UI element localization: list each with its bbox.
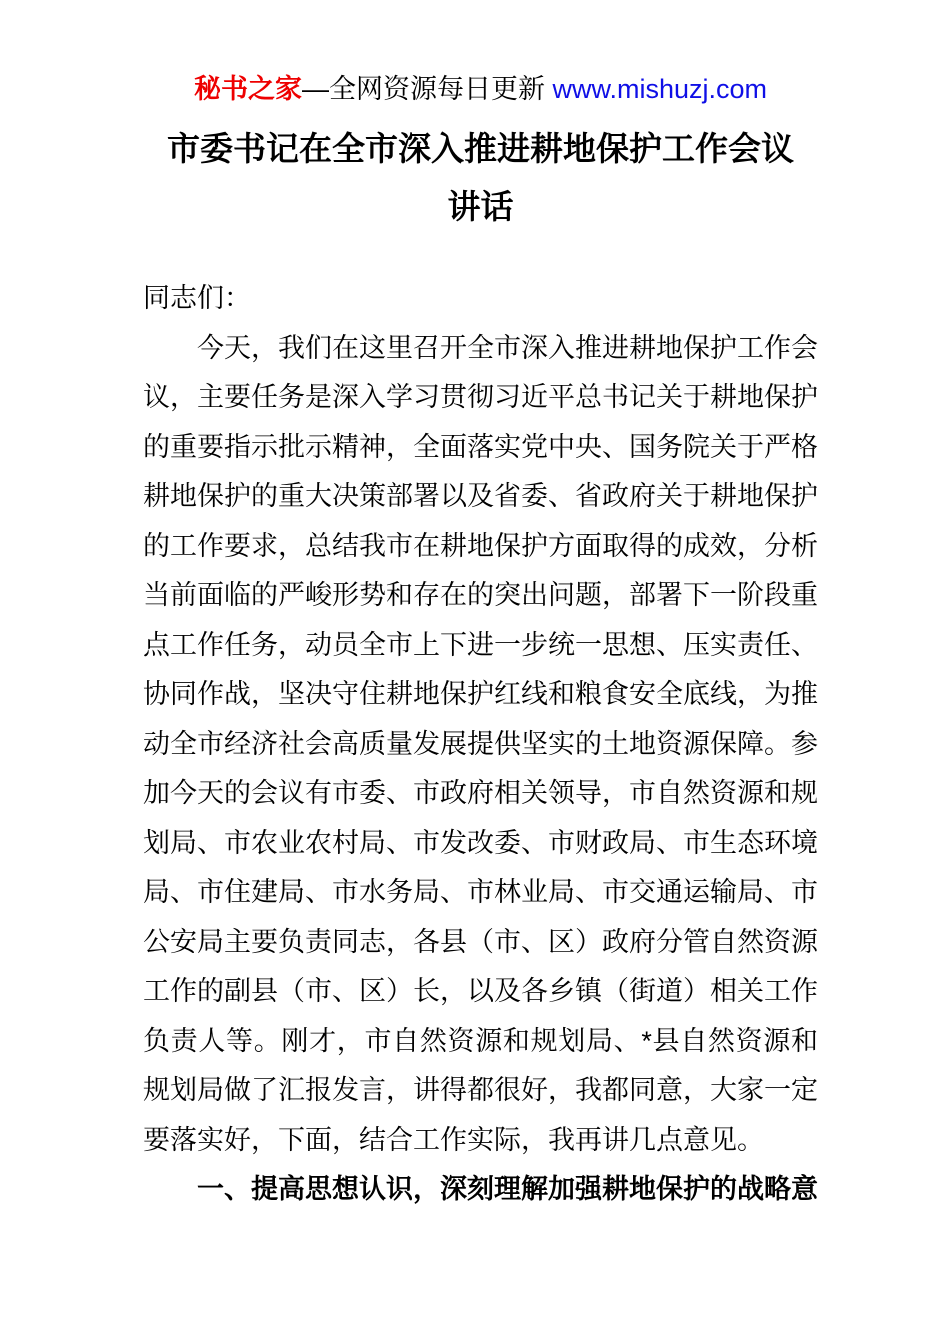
paragraph-1: 今天，我们在这里召开全市深入推进耕地保护工作会议，主要任务是深入学习贯彻习近平总书记关于耕地保护的重要指示批示精神，全面落实党中央、国务院关于严格耕地保护的重大决策部署以及省委、省政府关于耕地保护的工作要求，总结我市在耕地保护方面取得的成效，分析当前面临的严峻形势和存在的突出问题，部署下一阶段重点工作任务，动员全市上下进一步统一思想、压实责任、协同作战，坚决守住耕地保护红线和粮食安全底线，为推动全市经济社会高质量发展提供坚实的土地资源保障。参加今天的会议有市委、市政府相关领导，市自然资源和规划局、市农业农村局、市发改委、市财政局、市生态环境局、市住建局、市水务局、市林业局、市交通运输局、市公安局主要负责同志，各县（市、区）政府分管自然资源工作的副县（市、区）长，以及各乡镇（街道）相关工作负责人等。刚才，市自然资源和规划局、*县自然资源和规划局做了汇报发言，讲得都很好，我都同意，大家一定要落实好，下面，结合工作实际，我再讲几点意见。: [143, 332, 818, 1155]
site-url-link[interactable]: www.mishuzj.com: [552, 74, 768, 104]
document-title-line1: 市委书记在全市深入推进耕地保护工作会议: [167, 130, 794, 167]
site-header: [143, 72, 818, 106]
document-title-line2: 讲话: [447, 188, 514, 225]
salutation: 同志们：: [143, 283, 251, 313]
document-title: [143, 120, 818, 236]
site-brand: 秘书之家: [193, 74, 302, 104]
section-heading-1: 一、提高思想认识，深刻理解加强耕地保护的战略意: [197, 1174, 818, 1204]
site-tagline: —全网资源每日更新: [301, 74, 553, 104]
document-body: [143, 274, 818, 1215]
